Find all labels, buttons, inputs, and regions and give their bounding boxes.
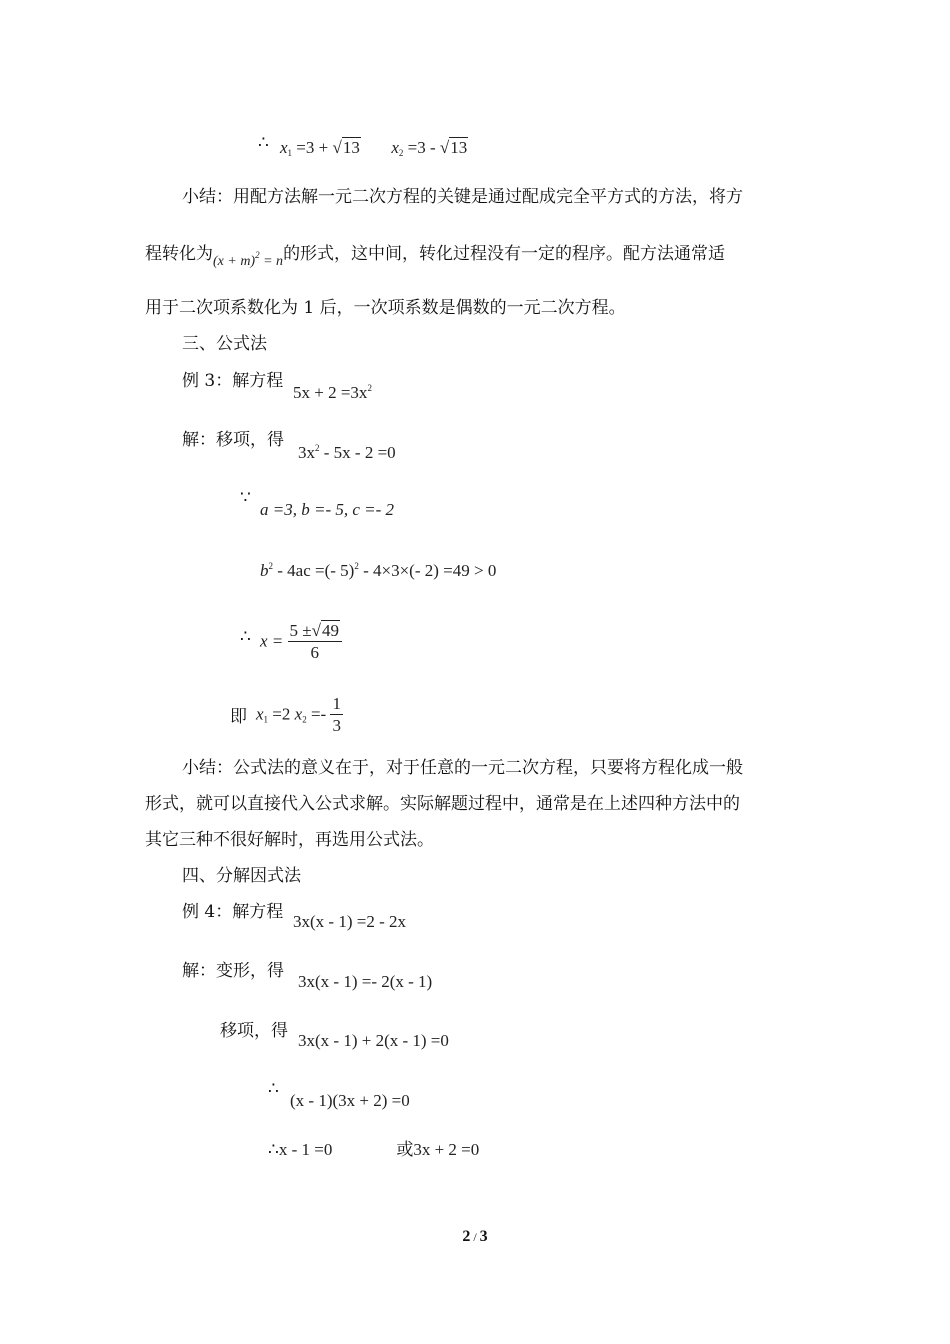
subscript: 1 bbox=[287, 148, 293, 158]
summary2-line2: 形式，就可以直接代入公式求解。实际解题过程中，通常是在上述四种方法中的 bbox=[145, 794, 740, 814]
example4-label: 例 4：解方程 bbox=[182, 902, 284, 922]
equation-part: - 5x - 2 =0 bbox=[319, 443, 396, 462]
section4-heading: 四、分解因式法 bbox=[182, 866, 301, 886]
therefore-symbol: ∴ bbox=[240, 627, 251, 647]
discriminant-line bbox=[260, 561, 496, 581]
var-b: b bbox=[260, 561, 269, 580]
subscript: 1 bbox=[263, 714, 269, 725]
quadratic-formula-result bbox=[260, 621, 342, 664]
example4-step2-equation: 3x(x - 1) + 2(x - 1) =0 bbox=[298, 1031, 449, 1050]
example3-step1-equation bbox=[298, 443, 396, 463]
fraction-numerator: 1 bbox=[332, 694, 341, 713]
var-x: x bbox=[294, 704, 303, 724]
summary1-line2-end: 的形式，这中间，转化过程没有一定的程序。配方法通常适 bbox=[283, 244, 726, 264]
radicand: 13 bbox=[342, 138, 360, 157]
x-lhs: x = bbox=[260, 631, 284, 651]
ji-label: 即 bbox=[230, 707, 247, 727]
equation-part: =- bbox=[306, 704, 331, 724]
example3-label: 例 3：解方程 bbox=[182, 371, 284, 391]
solution-line bbox=[256, 694, 343, 737]
page-separator: / bbox=[470, 1230, 480, 1244]
example4-step4 bbox=[268, 1139, 479, 1161]
equation-part: 3x + 2 =0 bbox=[413, 1140, 480, 1159]
summary1-line1: 小结：用配方法解一元二次方程的关键是通过配成完全平方式的方法，将方 bbox=[182, 187, 743, 207]
coefficients-line: a =3, b =- 5, c =- 2 bbox=[260, 500, 395, 519]
fraction bbox=[330, 694, 343, 737]
summary1-line3: 用于二次项系数化为 1 后，一次项系数是偶数的一元二次方程。 bbox=[145, 298, 626, 318]
section3-heading: 三、公式法 bbox=[182, 334, 267, 354]
therefore-symbol: ∴ bbox=[268, 1140, 279, 1160]
sqrt-sign: √ bbox=[311, 621, 321, 640]
summary1-line2 bbox=[145, 238, 725, 267]
fraction-numerator bbox=[288, 621, 342, 642]
because-symbol: ∵ bbox=[240, 488, 251, 508]
num-part: 5 ± bbox=[289, 621, 312, 640]
page-number bbox=[0, 1228, 950, 1246]
equation-part: =2 bbox=[268, 704, 295, 724]
formula-exponent: 2 bbox=[255, 250, 260, 260]
formula-rhs: = n bbox=[259, 254, 284, 269]
example4-equation: 3x(x - 1) =2 - 2x bbox=[293, 912, 406, 931]
equation-part: - 4ac =(- 5) bbox=[273, 561, 355, 580]
root-equation-line bbox=[280, 138, 468, 158]
eq-rhs: =3 + bbox=[292, 138, 333, 157]
var-x: x bbox=[391, 138, 399, 157]
current-page: 2 bbox=[462, 1228, 471, 1245]
example4-step2-label: 移项，得 bbox=[220, 1021, 288, 1041]
total-pages: 3 bbox=[479, 1228, 488, 1245]
exponent: 2 bbox=[367, 383, 372, 393]
sqrt-sign: √ bbox=[439, 138, 450, 157]
exponent: 2 bbox=[354, 561, 359, 571]
example4-step1-label: 解：变形，得 bbox=[182, 961, 284, 981]
var-x: x bbox=[256, 704, 264, 724]
example4-step1-equation: 3x(x - 1) =- 2(x - 1) bbox=[298, 972, 433, 991]
fraction bbox=[288, 621, 342, 664]
equation-part: x - 1 =0 bbox=[278, 1140, 333, 1159]
formula-base: (x + m) bbox=[213, 254, 256, 269]
sqrt-sign: √ bbox=[332, 138, 342, 157]
fraction-denominator: 3 bbox=[332, 716, 341, 735]
equation-part: - 4×3×(- 2) =49 > 0 bbox=[358, 561, 497, 580]
radicand: 49 bbox=[321, 621, 339, 640]
summary2-line3: 其它三种不很好解时，再选用公式法。 bbox=[145, 830, 434, 850]
var-x: x bbox=[280, 138, 288, 157]
subscript: 2 bbox=[302, 714, 307, 725]
example3-step1-label: 解：移项，得 bbox=[182, 430, 284, 450]
subscript: 2 bbox=[398, 148, 404, 158]
exponent: 2 bbox=[268, 561, 273, 571]
equation-text: 5x + 2 =3x bbox=[293, 383, 368, 402]
completed-square-formula bbox=[213, 250, 284, 269]
summary1-line2-start: 程转化为 bbox=[145, 244, 213, 264]
example4-step3-equation: (x - 1)(3x + 2) =0 bbox=[290, 1091, 410, 1110]
therefore-symbol: ∴ bbox=[258, 133, 269, 153]
therefore-symbol: ∴ bbox=[268, 1079, 279, 1099]
summary2-line1: 小结：公式法的意义在于，对于任意的一元二次方程，只要将方程化成一般 bbox=[182, 758, 743, 778]
or-word: 或 bbox=[396, 1140, 414, 1160]
equation-part: 3x bbox=[298, 443, 315, 462]
exponent: 2 bbox=[315, 443, 320, 453]
radicand: 13 bbox=[450, 138, 468, 157]
fraction-denominator: 6 bbox=[310, 643, 319, 662]
example3-equation bbox=[293, 383, 372, 403]
eq-rhs: =3 - bbox=[403, 138, 440, 157]
